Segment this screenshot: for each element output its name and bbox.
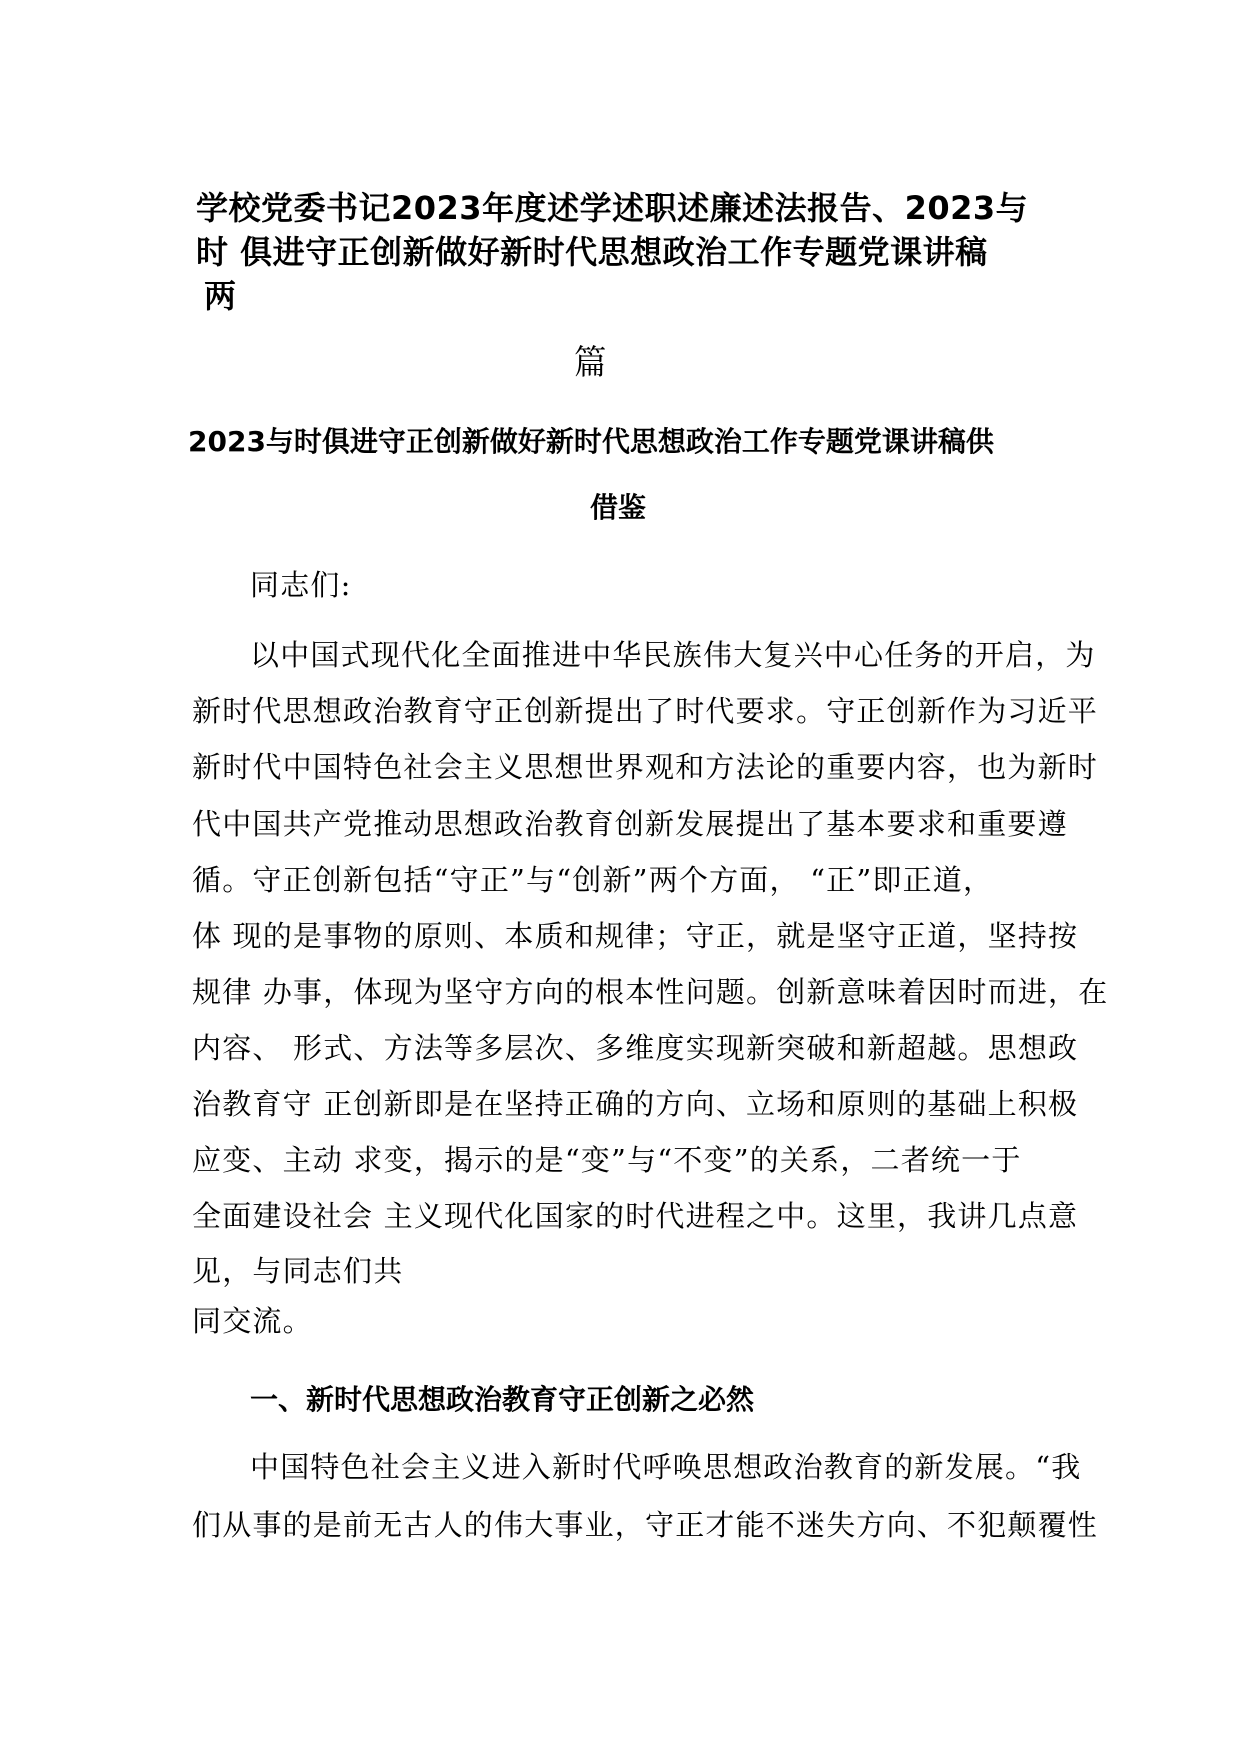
paragraph1-line-2: 新时代思想政治教育守正创新提出了时代要求。守正创新作为习近平 (192, 694, 1099, 728)
paragraph2-line-1: 中国特色社会主义进入新时代呼唤思想政治教育的新发展。“我 (250, 1450, 1082, 1484)
salutation: 同志们: (250, 568, 352, 602)
paragraph1-line-11: 全面建设社会 主义现代化国家的时代进程之中。这里，我讲几点意 (192, 1199, 1079, 1233)
paragraph1-line-13: 同交流。 (192, 1304, 313, 1338)
paragraph1-line-7: 规律 办事，体现为坚守方向的根本性问题。创新意味着因时而进，在 (192, 975, 1109, 1009)
subtitle-line-2: 借鉴 (590, 491, 647, 524)
paragraph1-line-8: 内容、 形式、方法等多层次、多维度实现新突破和新超越。思想政 (192, 1031, 1079, 1065)
paragraph1-line-9: 治教育守 正创新即是在坚持正确的方向、立场和原则的基础上积极 (192, 1087, 1079, 1121)
document-title-line-3: 两 (204, 277, 237, 315)
document-title-line-2: 时 俱进守正创新做好新时代思想政治工作专题党课讲稿 (196, 233, 988, 271)
paragraph1-line-6: 体 现的是事物的原则、本质和规律；守正，就是坚守正道，坚持按 (192, 919, 1079, 953)
paragraph1-line-4: 代中国共产党推动思想政治教育创新发展提出了基本要求和重要遵 (192, 807, 1068, 841)
paragraph1-line-5: 循。守正创新包括“守正”与“创新”两个方面， “正”即正道， (192, 863, 994, 897)
section-heading-1: 一、新时代思想政治教育守正创新之必然 (250, 1383, 755, 1416)
subtitle-line-1: 2023与时俱进守正创新做好新时代思想政治工作专题党课讲稿供 (188, 425, 994, 458)
document-title-last-char: 篇 (574, 343, 607, 383)
paragraph1-line-3: 新时代中国特色社会主义思想世界观和方法论的重要内容，也为新时 (192, 750, 1099, 784)
document-title-line-1: 学校党委书记2023年度述学述职述廉述法报告、2023与 (196, 189, 1029, 227)
paragraph1-line-12: 见，与同志们共 (192, 1254, 404, 1288)
paragraph1-line-1: 以中国式现代化全面推进中华民族伟大复兴中心任务的开启，为 (250, 638, 1096, 672)
paragraph2-line-2: 们从事的是前无古人的伟大事业，守正才能不迷失方向、不犯颠覆性 (192, 1508, 1099, 1542)
paragraph1-line-10: 应变、主动 求变，揭示的是“变”与“不变”的关系，二者统一于 (192, 1143, 1022, 1177)
